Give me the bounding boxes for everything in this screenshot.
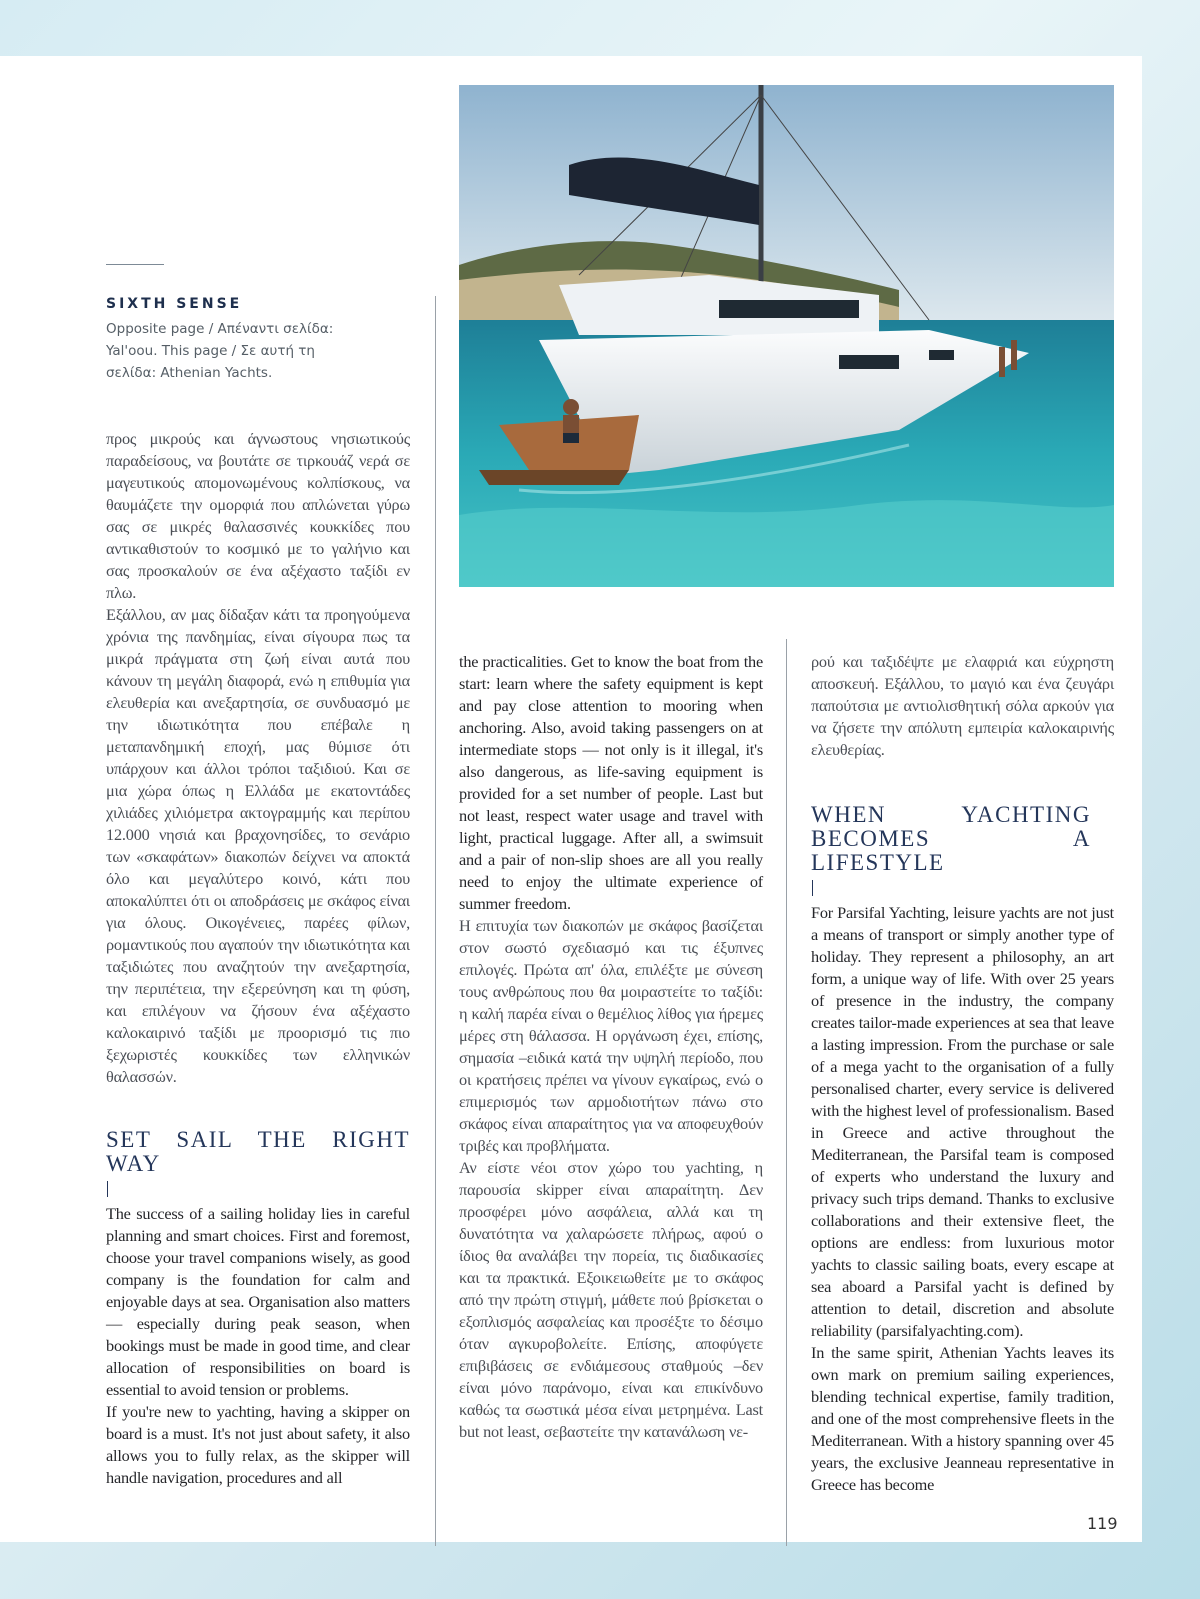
catamaran-photo	[459, 85, 1114, 587]
page-number: 119	[1087, 1514, 1118, 1533]
section-heading: SET SAIL THE RIGHT WAY	[106, 1127, 410, 1176]
paragraph: In the same spirit, Athenian Yachts leaves its own mark on premium sailing experiences, blending technical expertise, family tradition, and one of the most comprehensive fleets in the Mediterranean. With a history spanning over 45 years, the exclusive Jeanneau representative in Greece has become	[811, 1343, 1114, 1494]
paragraph: the practicalities. Get to know the boat from the start: learn where the safety equipment is kept and pay close attention to mooring when anchoring. Also, avoid taking passengers on at intermediate stops — not only is it illegal, it's also dangerous, as life-saving equipment is provided for a set number of people. Last but not least, respect water usage and travel with light, practical luggage. After all, a swimsuit and a pair of non-slip shoes are all you really need to enjoy the ultimate experience of summer freedom.	[459, 652, 763, 913]
column-3	[811, 651, 1114, 1496]
caption-text: Opposite page / Απέναντι σελίδα: Yal'oou. This page / Σε αυτή τη σελίδα: Athenian Yachts.	[106, 321, 334, 381]
paragraph: προς μικρούς και άγνωστους νησιωτικούς παραδείσους, να βουτάτε σε τιρκουάζ νερά σε μαγευτικούς απομονωμένους κολπίσκους, να θαυμάζετε την ομορφιά που απλώνεται γύρω σας σε μικρές θαλασσινές κουκκίδες που αντικαθιστούν το κοσμικό με το γαλήνιο και σας προσκαλούν σε ένα αξέχαστο ταξίδι εν πλω.	[106, 429, 410, 602]
column-divider-left	[435, 296, 436, 1546]
paragraph: Η επιτυχία των διακοπών με σκάφος βασίζεται στον σωστό σχεδιασμό και τις έξυπνες επιλογές. Πρώτα απ' όλα, επιλέξτε με σύνεση τους ανθρώπους που θα μοιραστείτε το ταξίδι: η καλή παρέα είναι ο θεμέλιος λίθος για ήρεμες μέρες στη θάλασσα. Η οργάνωση έχει, επίσης, σημασία –ειδικά κατά την υψηλή περίοδο, που οι κρατήσεις πρέπει να γίνουν εγκαίρως, ενώ ο επιμερισμός των αρμοδιοτήτων πάνω στο σκάφος είναι απαραίτητος για να αποφευχθούν τριβές και προβλήματα.	[459, 916, 763, 1155]
column-2	[459, 651, 763, 1443]
caption-rule	[106, 264, 164, 265]
paragraph: Αν είστε νέοι στον χώρο του yachting, η παρουσία skipper είναι απαραίτητη. Δεν προσφέρει μόνο ασφάλεια, αλλά και τη δυνατότητα να χαλαρώσετε πλήρως, αφού ο ίδιος θα αναλάβει την πορεία, τις διαδικασίες και τα πρακτικά. Εξοικειωθείτε με το σκάφος από την πρώτη στιγμή, μάθετε πού βρίσκεται ο εξοπλισμός ασφαλείας και προσέξτε το δέσιμο όταν αγκυροβολείτε. Επίσης, αποφύγετε επιβιβάσεις σε ενδιάμεσους σταθμούς –δεν είναι μόνο παράνομο, είναι και επικίνδυνο καθώς τα σωστικά μέσα είναι μετρημένα. Last but not least, σεβαστείτε την κατανάλωση νε-	[459, 1158, 763, 1441]
column-divider-middle	[786, 639, 787, 1546]
paragraph: The success of a sailing holiday lies in careful planning and smart choices. First and foremost, choose your travel companions wisely, as good company is the foundation for calm and enjoyable days at sea. Organisation also matters — especially during peak season, when bookings must be made in good time, and clear allocation of responsibilities on board is essential to avoid tension or problems.	[106, 1204, 410, 1399]
magazine-page	[0, 56, 1142, 1542]
column-1	[106, 428, 410, 1489]
paragraph: Εξάλλου, αν μας δίδαξαν κάτι τα προηγούμενα χρόνια της πανδημίας, είναι σίγουρα πως τα μικρά πράγματα στη ζωή είναι αυτά που κάνουν τη μεγάλη διαφορά, ενώ η επιθυμία για ελευθερία και ανεξαρτησία, σε συνδυασμό με την ιδιωτικότητα που επέβαλε η μεταπανδημική εποχή, μας θύμισε ότι υπάρχουν και άλλοι τρόποι ταξιδιού. Και σε μια χώρα όπως η Ελλάδα με εκατοντάδες χιλιάδες χιλιόμετρα ακτογραμμής και περίπου 12.000 νησιά και βραχονησίδες, το σενάριο των «σκαφάτων» διακοπών δείχνει να αποκτά όλο και μεγαλύτερο κοινό, κάτι που αποκαλύπτει ότι οι αποδράσεις με σκάφος είναι για όλους. Οικογένειες, παρέες φίλων, ρομαντικούς που αγαπούν την ιδιωτικότητα και ταξιδιώτες που αναζητούν την ανεξαρτησία, την περιπέτεια, την εξερεύνηση και τη φύση, και επιλέγουν να ζήσουν ένα αξέχαστο καλοκαιρινό ταξίδι με προορισμό τις πιο ξεχωριστές κουκκίδες των ελληνικών θαλασσών.	[106, 605, 410, 1086]
section-heading: WHEN YACHTING BECOMES A LIFESTYLE	[811, 802, 1091, 875]
catamaran-photo-icon	[459, 85, 1114, 587]
paragraph: ρού και ταξιδέψτε με ελαφριά και εύχρηστη αποσκευή. Εξάλλου, το μαγιό και ένα ζευγάρι παπούτσια με αντιολισθητική σόλα αρκούν για να ζήσετε την απόλυτη εμπειρία καλοκαιρινής ελευθερίας.	[811, 652, 1114, 759]
paragraph: If you're new to yachting, having a skipper on board is a must. It's not just about safety, it also allows you to fully relax, as the skipper will handle navigation, procedures and all	[106, 1402, 410, 1487]
caption-title: SIXTH SENSE	[106, 296, 243, 312]
paragraph: For Parsifal Yachting, leisure yachts are not just a means of transport or simply another type of holiday. They represent a philosophy, an art form, a unique way of life. With over 25 years of presence in the industry, the company creates tailor-made experiences at sea that leave a lasting impression. From the purchase or sale of a mega yacht to the organisation of a fully personalised charter, every service is delivered with the highest level of professionalism. Based in Greece and active throughout the Mediterranean, the Parsifal team is composed of experts who understand the luxury and privacy such trips demand. Thanks to exclusive collaborations and their extensive fleet, the options are endless: from luxurious motor yachts to classic sailing boats, every escape at sea aboard a Parsifal yacht is defined by attention to detail, discretion and absolute reliability (parsifalyachting.com).	[811, 903, 1114, 1340]
heading-bar	[107, 1181, 108, 1197]
heading-bar	[812, 880, 813, 896]
